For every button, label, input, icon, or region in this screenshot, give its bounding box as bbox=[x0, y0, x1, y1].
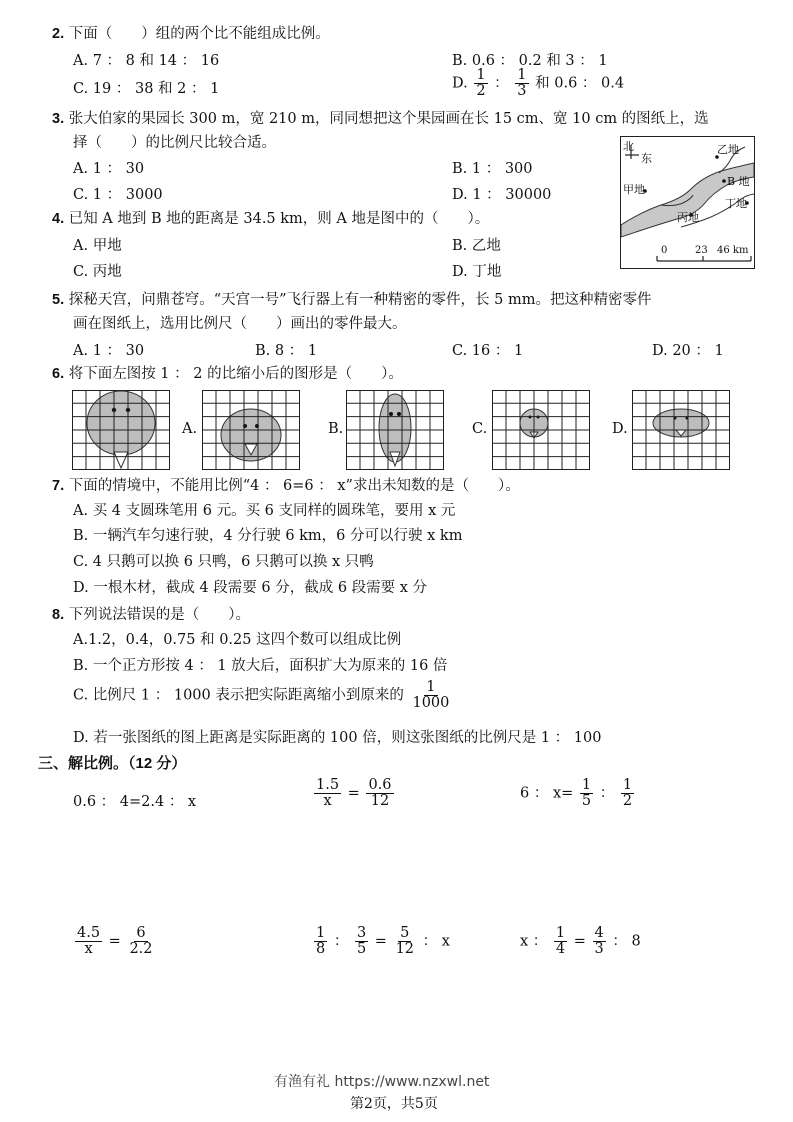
q8-stem: 8. 下列说法错误的是（ ）。 bbox=[52, 607, 250, 623]
map-scale-23: 23 bbox=[695, 245, 708, 256]
fraction: $\frac{1}{1000}$ bbox=[412, 679, 450, 712]
map-north-label: 北 bbox=[623, 140, 634, 153]
map-jia-label: 甲地 bbox=[623, 183, 645, 196]
equation-2: $\frac{1.5}{x}$ = $\frac{0.6}{12}$ bbox=[316, 777, 392, 810]
equation-1: 0.6 ： 4=2.4 ： x bbox=[73, 794, 197, 810]
q2-option-d[interactable]: D. $\frac{1}{2}$ ： $\frac{1}{3}$ 和 0.6 ： 0.4 bbox=[452, 67, 625, 100]
q4-option-b[interactable]: B. 乙地 bbox=[452, 238, 501, 254]
q6-option-d-label[interactable]: D. bbox=[612, 421, 628, 437]
q6-option-b-label[interactable]: B. bbox=[328, 421, 344, 437]
watermark: 有渔有礼 https://www.nzxwl.net bbox=[274, 1074, 490, 1090]
equation-6: x ： $\frac{1}{4}$ = $\frac{4}{3}$ ： 8 bbox=[520, 925, 641, 958]
q5-stem-line1: 5. 探秘天宫，问鼎苍穹。“天宫一号”飞行器上有一种精密的零件，长 5 mm。把这种精密零件 bbox=[52, 292, 652, 308]
q2-option-a[interactable]: A. 7 ： 8 和 14 ： 16 bbox=[73, 53, 220, 69]
q2-option-b[interactable]: B. 0.6 ： 0.2 和 3 ： 1 bbox=[452, 53, 608, 69]
q7-stem: 7. 下面的情境中，不能用比例“4 ： 6=6 ： x”求出未知数的是（ ）。 bbox=[52, 478, 520, 494]
q5-option-d[interactable]: D. 20 ： 1 bbox=[652, 343, 724, 359]
q6-stem: 6. 将下面左图按 1 ： 2 的比缩小后的图形是（ ）。 bbox=[52, 366, 403, 382]
q6-option-d-figure[interactable] bbox=[632, 390, 730, 470]
q4-option-d[interactable]: D. 丁地 bbox=[452, 264, 502, 280]
fraction: $\frac{1}{3}$ bbox=[517, 67, 527, 100]
equation-5: $\frac{1}{8}$ ： $\frac{3}{5}$ = $\frac{5}{12}$ ： x bbox=[316, 925, 450, 958]
q5-option-a[interactable]: A. 1 ： 30 bbox=[73, 343, 145, 359]
q6-option-a-label[interactable]: A. bbox=[182, 421, 198, 437]
q4-option-c[interactable]: C. 丙地 bbox=[73, 264, 122, 280]
q4-option-a[interactable]: A. 甲地 bbox=[73, 238, 122, 254]
map-yi-label: 乙地 bbox=[717, 143, 739, 156]
q5-option-c[interactable]: C. 16 ： 1 bbox=[452, 343, 524, 359]
q4-stem: 4. 已知 A 地到 B 地的距离是 34.5 km，则 A 地是图中的（ ）。 bbox=[52, 211, 490, 227]
equation-4: $\frac{4.5}{x}$ = $\frac{6}{2.2}$ bbox=[77, 925, 153, 958]
map-b-label: B 地 bbox=[727, 175, 750, 188]
q6-option-a-figure[interactable] bbox=[202, 390, 300, 470]
q5-option-b[interactable]: B. 8 ： 1 bbox=[255, 343, 318, 359]
q6-option-c-figure[interactable] bbox=[492, 390, 590, 470]
q8-option-c[interactable]: C. 比例尺 1 ： 1000 表示把实际距离缩小到原来的 $\frac{1}{1000}$ bbox=[73, 679, 450, 712]
map-figure bbox=[620, 136, 755, 269]
fraction: $\frac{1}{2}$ bbox=[476, 67, 486, 100]
q7-option-c[interactable]: C. 4 只鹅可以换 6 只鸭，6 只鹅可以换 x 只鸭 bbox=[73, 554, 374, 570]
q3-option-a[interactable]: A. 1 ： 30 bbox=[73, 161, 145, 177]
page-number: 第2页，共5页 bbox=[350, 1096, 438, 1112]
q3-option-d[interactable]: D. 1 ： 30000 bbox=[452, 187, 552, 203]
q8-option-b[interactable]: B. 一个正方形按 4 ： 1 放大后，面积扩大为原来的 16 倍 bbox=[73, 658, 448, 674]
equation-3: 6 ： x= $\frac{1}{5}$ ： $\frac{1}{2}$ bbox=[520, 777, 633, 810]
q3-stem-line1: 3. 张大伯家的果园长 300 m，宽 210 m，同同想把这个果园画在长 15 cm、宽 10 cm 的图纸上，选 bbox=[52, 111, 709, 127]
map-ding-label: 丁地 bbox=[725, 197, 747, 210]
q6-original-figure bbox=[72, 390, 170, 470]
q8-option-a[interactable]: A.1.2，0.4，0.75 和 0.25 这四个数可以组成比例 bbox=[73, 632, 402, 648]
q3-option-c[interactable]: C. 1 ： 3000 bbox=[73, 187, 163, 203]
map-scale-0: 0 bbox=[661, 245, 668, 256]
q5-stem-line2: 画在图纸上，选用比例尺（ ）画出的零件最大。 bbox=[73, 316, 407, 332]
q6-option-c-label[interactable]: C. bbox=[472, 421, 488, 437]
q2-option-c[interactable]: C. 19 ： 38 和 2 ： 1 bbox=[73, 81, 220, 97]
q2-stem: 2. 下面（ ）组的两个比不能组成比例。 bbox=[52, 26, 330, 42]
map-east-label: 东 bbox=[641, 152, 652, 165]
q3-stem-line2: 择（ ）的比例尺比较合适。 bbox=[73, 135, 276, 151]
q8-option-d[interactable]: D. 若一张图纸的图上距离是实际距离的 100 倍，则这张图纸的比例尺是 1 ： 100 bbox=[73, 730, 602, 746]
map-scale-46: 46 km bbox=[717, 245, 749, 256]
map-bing-label: 丙地 bbox=[677, 211, 699, 224]
q6-option-b-figure[interactable] bbox=[346, 390, 444, 470]
section3-title: 三、解比例。（12 分） bbox=[38, 755, 187, 772]
q7-option-a[interactable]: A. 买 4 支圆珠笔用 6 元。买 6 支同样的圆珠笔，要用 x 元 bbox=[73, 503, 456, 519]
q7-option-b[interactable]: B. 一辆汽车匀速行驶，4 分行驶 6 km，6 分可以行驶 x km bbox=[73, 528, 463, 544]
q7-option-d[interactable]: D. 一根木材，截成 4 段需要 6 分，截成 6 段需要 x 分 bbox=[73, 580, 428, 596]
q3-option-b[interactable]: B. 1 ： 300 bbox=[452, 161, 533, 177]
